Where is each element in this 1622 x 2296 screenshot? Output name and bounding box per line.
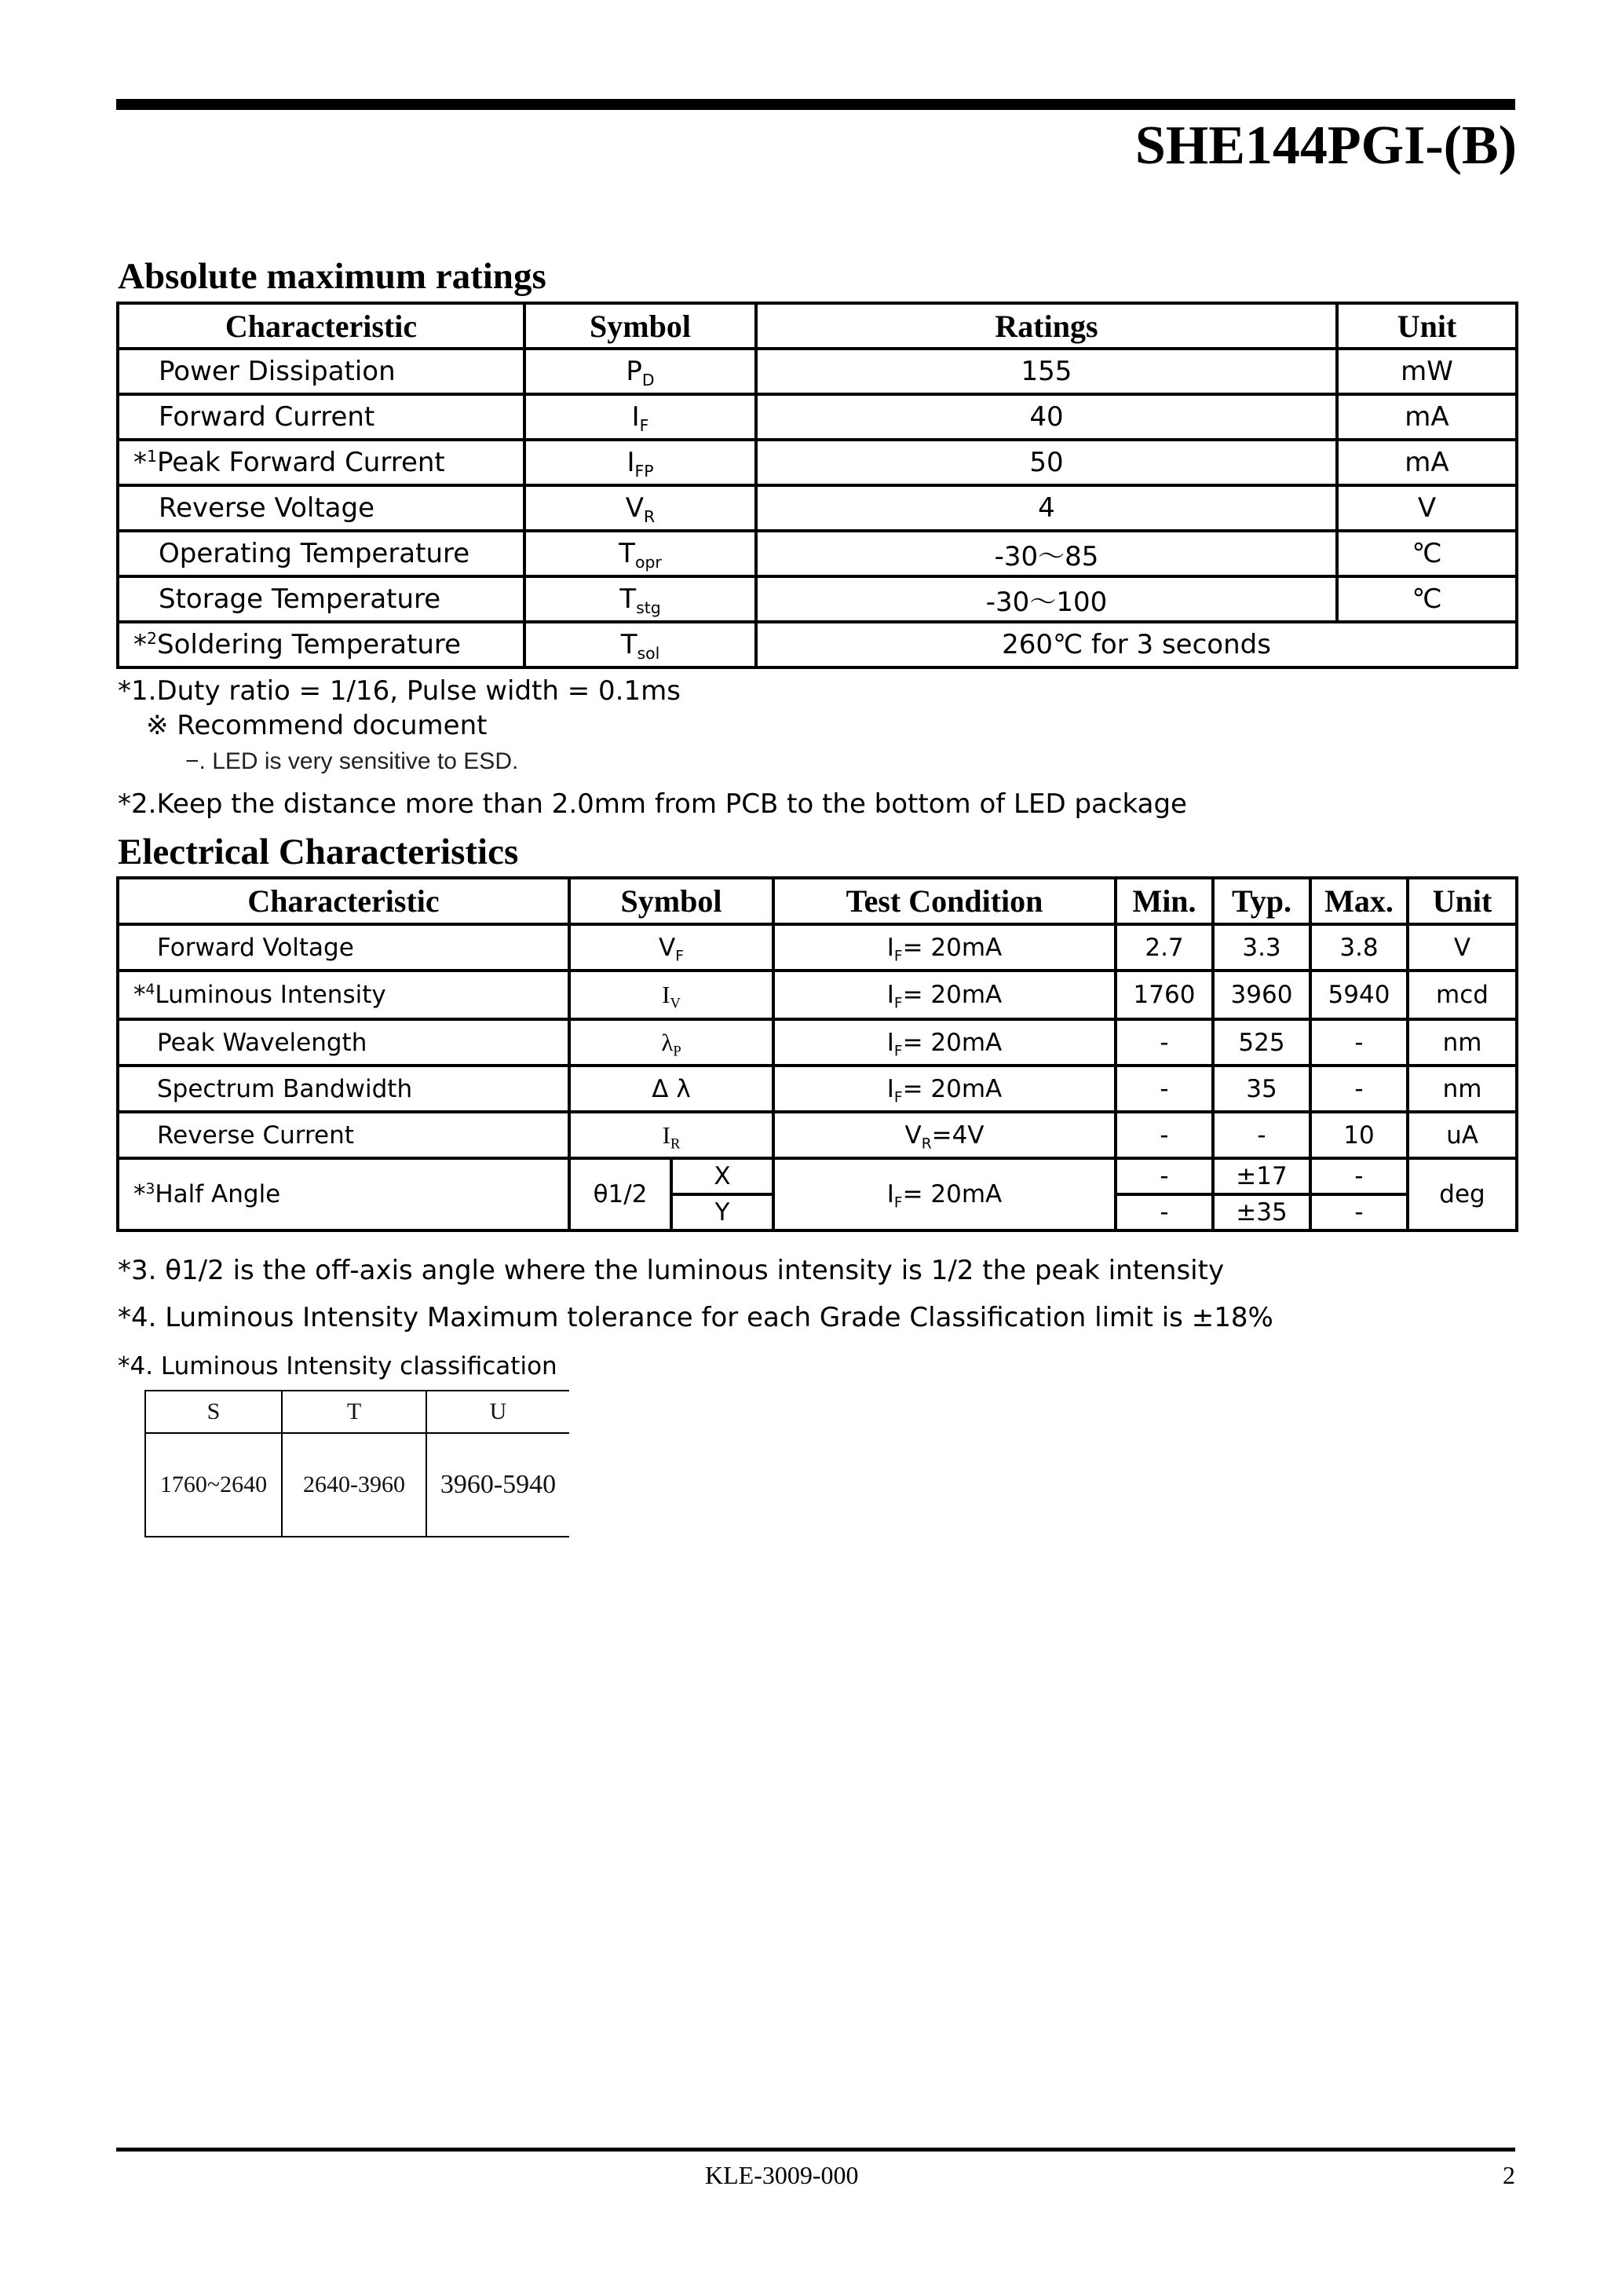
page-number: 2 bbox=[1503, 2161, 1515, 2189]
cell-condition: $I_F= 20mA$ bbox=[773, 971, 1116, 1019]
section-heading-electrical: Electrical Characteristics bbox=[118, 832, 519, 872]
grade-u: U bbox=[426, 1391, 569, 1433]
table-header-row bbox=[118, 303, 1517, 349]
cell-min: - bbox=[1116, 1019, 1213, 1066]
cell-axis-y: Y bbox=[671, 1194, 773, 1230]
classification-heading: *4. Luminous Intensity classification bbox=[118, 1352, 557, 1380]
cell-characteristic: Forward Current bbox=[118, 394, 524, 440]
cell-min: 1760 bbox=[1116, 971, 1213, 1019]
classification-table bbox=[144, 1390, 569, 1537]
abs-ratings-table bbox=[116, 302, 1518, 669]
col-characteristic: Characteristic bbox=[118, 878, 569, 924]
cell-symbol: $T_{stg}$ bbox=[524, 576, 756, 622]
cell-unit: V bbox=[1408, 924, 1517, 971]
cell-typ: - bbox=[1213, 1112, 1310, 1158]
range-t: 2640-3960 bbox=[282, 1433, 426, 1537]
recommend-note: ※ Recommend document bbox=[146, 710, 488, 741]
grade-row bbox=[145, 1391, 569, 1433]
cell-unit: ℃ bbox=[1337, 576, 1517, 622]
table-row bbox=[118, 924, 1517, 971]
col-typ: Typ. bbox=[1213, 878, 1310, 924]
cell-symbol: $I_V$ bbox=[569, 971, 773, 1019]
cell-symbol: $V_F$ bbox=[569, 924, 773, 971]
range-u: 3960-5940 bbox=[426, 1433, 569, 1537]
cell-characteristic: *$^3$Half Angle bbox=[118, 1158, 569, 1230]
cell-symbol: $I_{FP}$ bbox=[524, 440, 756, 485]
cell-rating: 155 bbox=[756, 349, 1337, 394]
cell-unit: uA bbox=[1408, 1112, 1517, 1158]
cell-typ: ±17 bbox=[1213, 1158, 1310, 1194]
cell-unit: nm bbox=[1408, 1019, 1517, 1066]
col-symbol: Symbol bbox=[569, 878, 773, 924]
cell-typ: 35 bbox=[1213, 1066, 1310, 1112]
cell-min: - bbox=[1116, 1066, 1213, 1112]
col-min: Min. bbox=[1116, 878, 1213, 924]
cell-symbol: $P_D$ bbox=[524, 349, 756, 394]
cell-min: 2.7 bbox=[1116, 924, 1213, 971]
cell-unit: deg bbox=[1408, 1158, 1517, 1230]
table-row bbox=[118, 1112, 1517, 1158]
cell-condition: $I_F= 20mA$ bbox=[773, 1019, 1116, 1066]
cell-symbol: $V_R$ bbox=[524, 485, 756, 531]
cell-characteristic: Storage Temperature bbox=[118, 576, 524, 622]
cell-unit: mA bbox=[1337, 440, 1517, 485]
cell-symbol: $I_F$ bbox=[524, 394, 756, 440]
cell-rating: 260℃ for 3 seconds bbox=[756, 622, 1517, 667]
cell-characteristic: *$^1$Peak Forward Current bbox=[118, 440, 524, 485]
cell-max: - bbox=[1310, 1066, 1408, 1112]
page-title: SHE144PGI-(B) bbox=[1134, 115, 1517, 176]
table-row bbox=[118, 531, 1517, 576]
cell-condition: $I_F= 20mA$ bbox=[773, 1158, 1116, 1230]
table-row bbox=[118, 394, 1517, 440]
col-unit: Unit bbox=[1408, 878, 1517, 924]
cell-symbol: θ1/2 bbox=[569, 1158, 671, 1230]
col-ratings: Ratings bbox=[756, 303, 1337, 349]
cell-max: 5940 bbox=[1310, 971, 1408, 1019]
cell-typ: 3.3 bbox=[1213, 924, 1310, 971]
col-characteristic: Characteristic bbox=[118, 303, 524, 349]
cell-max: 10 bbox=[1310, 1112, 1408, 1158]
section-heading-abs-ratings: Absolute maximum ratings bbox=[118, 256, 546, 297]
col-unit: Unit bbox=[1337, 303, 1517, 349]
cell-max: - bbox=[1310, 1158, 1408, 1194]
cell-max: - bbox=[1310, 1019, 1408, 1066]
cell-rating: 4 bbox=[756, 485, 1337, 531]
cell-unit: mW bbox=[1337, 349, 1517, 394]
cell-characteristic: Operating Temperature bbox=[118, 531, 524, 576]
cell-rating: -30～100 bbox=[756, 576, 1337, 622]
footnote-4: *4. Luminous Intensity Maximum tolerance for each Grade Classification limit is ±18% bbox=[118, 1302, 1273, 1333]
range-s: 1760~2640 bbox=[145, 1433, 282, 1537]
top-rule bbox=[116, 99, 1515, 110]
col-symbol: Symbol bbox=[524, 303, 756, 349]
cell-symbol: $\lambda_P$ bbox=[569, 1019, 773, 1066]
footnote-1: *1.Duty ratio = 1/16, Pulse width = 0.1ms bbox=[118, 675, 681, 707]
cell-condition: $I_F= 20mA$ bbox=[773, 1066, 1116, 1112]
grade-t: T bbox=[282, 1391, 426, 1433]
cell-typ: 525 bbox=[1213, 1019, 1310, 1066]
cell-characteristic: *$^4$Luminous Intensity bbox=[118, 971, 569, 1019]
cell-unit: mA bbox=[1337, 394, 1517, 440]
table-row bbox=[118, 576, 1517, 622]
cell-unit: nm bbox=[1408, 1066, 1517, 1112]
table-row bbox=[118, 485, 1517, 531]
grade-s: S bbox=[145, 1391, 282, 1433]
bottom-rule bbox=[116, 2148, 1515, 2152]
cell-symbol: $I_R$ bbox=[569, 1112, 773, 1158]
cell-symbol: $T_{opr}$ bbox=[524, 531, 756, 576]
table-row bbox=[118, 622, 1517, 667]
table-row bbox=[118, 1019, 1517, 1066]
cell-typ: 3960 bbox=[1213, 971, 1310, 1019]
cell-symbol: $T_{sol}$ bbox=[524, 622, 756, 667]
footnote-2: *2.Keep the distance more than 2.0mm from PCB to the bottom of LED package bbox=[118, 788, 1187, 820]
table-row bbox=[118, 971, 1517, 1019]
cell-characteristic: Peak Wavelength bbox=[118, 1019, 569, 1066]
cell-characteristic: Forward Voltage bbox=[118, 924, 569, 971]
cell-characteristic: Reverse Voltage bbox=[118, 485, 524, 531]
electrical-characteristics-table bbox=[116, 876, 1518, 1232]
cell-characteristic: Spectrum Bandwidth bbox=[118, 1066, 569, 1112]
cell-max: 3.8 bbox=[1310, 924, 1408, 971]
esd-note: −. LED is very sensitive to ESD. bbox=[185, 748, 519, 774]
cell-min: - bbox=[1116, 1194, 1213, 1230]
cell-unit: ℃ bbox=[1337, 531, 1517, 576]
cell-max: - bbox=[1310, 1194, 1408, 1230]
cell-min: - bbox=[1116, 1158, 1213, 1194]
cell-characteristic: *$^2$Soldering Temperature bbox=[118, 622, 524, 667]
col-max: Max. bbox=[1310, 878, 1408, 924]
cell-unit: V bbox=[1337, 485, 1517, 531]
range-row bbox=[145, 1433, 569, 1537]
cell-unit: mcd bbox=[1408, 971, 1517, 1019]
cell-typ: ±35 bbox=[1213, 1194, 1310, 1230]
cell-axis-x: X bbox=[671, 1158, 773, 1194]
cell-condition: $V_R=4V$ bbox=[773, 1112, 1116, 1158]
cell-characteristic: Power Dissipation bbox=[118, 349, 524, 394]
table-row bbox=[118, 1066, 1517, 1112]
col-test-condition: Test Condition bbox=[773, 878, 1116, 924]
document-code: KLE-3009-000 bbox=[705, 2161, 859, 2189]
table-header-row bbox=[118, 878, 1517, 924]
table-row bbox=[118, 349, 1517, 394]
cell-rating: -30～85 bbox=[756, 531, 1337, 576]
table-row-half-angle-x bbox=[118, 1158, 1517, 1194]
cell-rating: 50 bbox=[756, 440, 1337, 485]
cell-symbol: Δ λ bbox=[569, 1066, 773, 1112]
cell-condition: $I_F= 20mA$ bbox=[773, 924, 1116, 971]
footnote-3: *3. θ1/2 is the off-axis angle where the luminous intensity is 1/2 the peak intensity bbox=[118, 1255, 1225, 1286]
cell-min: - bbox=[1116, 1112, 1213, 1158]
cell-characteristic: Reverse Current bbox=[118, 1112, 569, 1158]
table-row bbox=[118, 440, 1517, 485]
cell-rating: 40 bbox=[756, 394, 1337, 440]
